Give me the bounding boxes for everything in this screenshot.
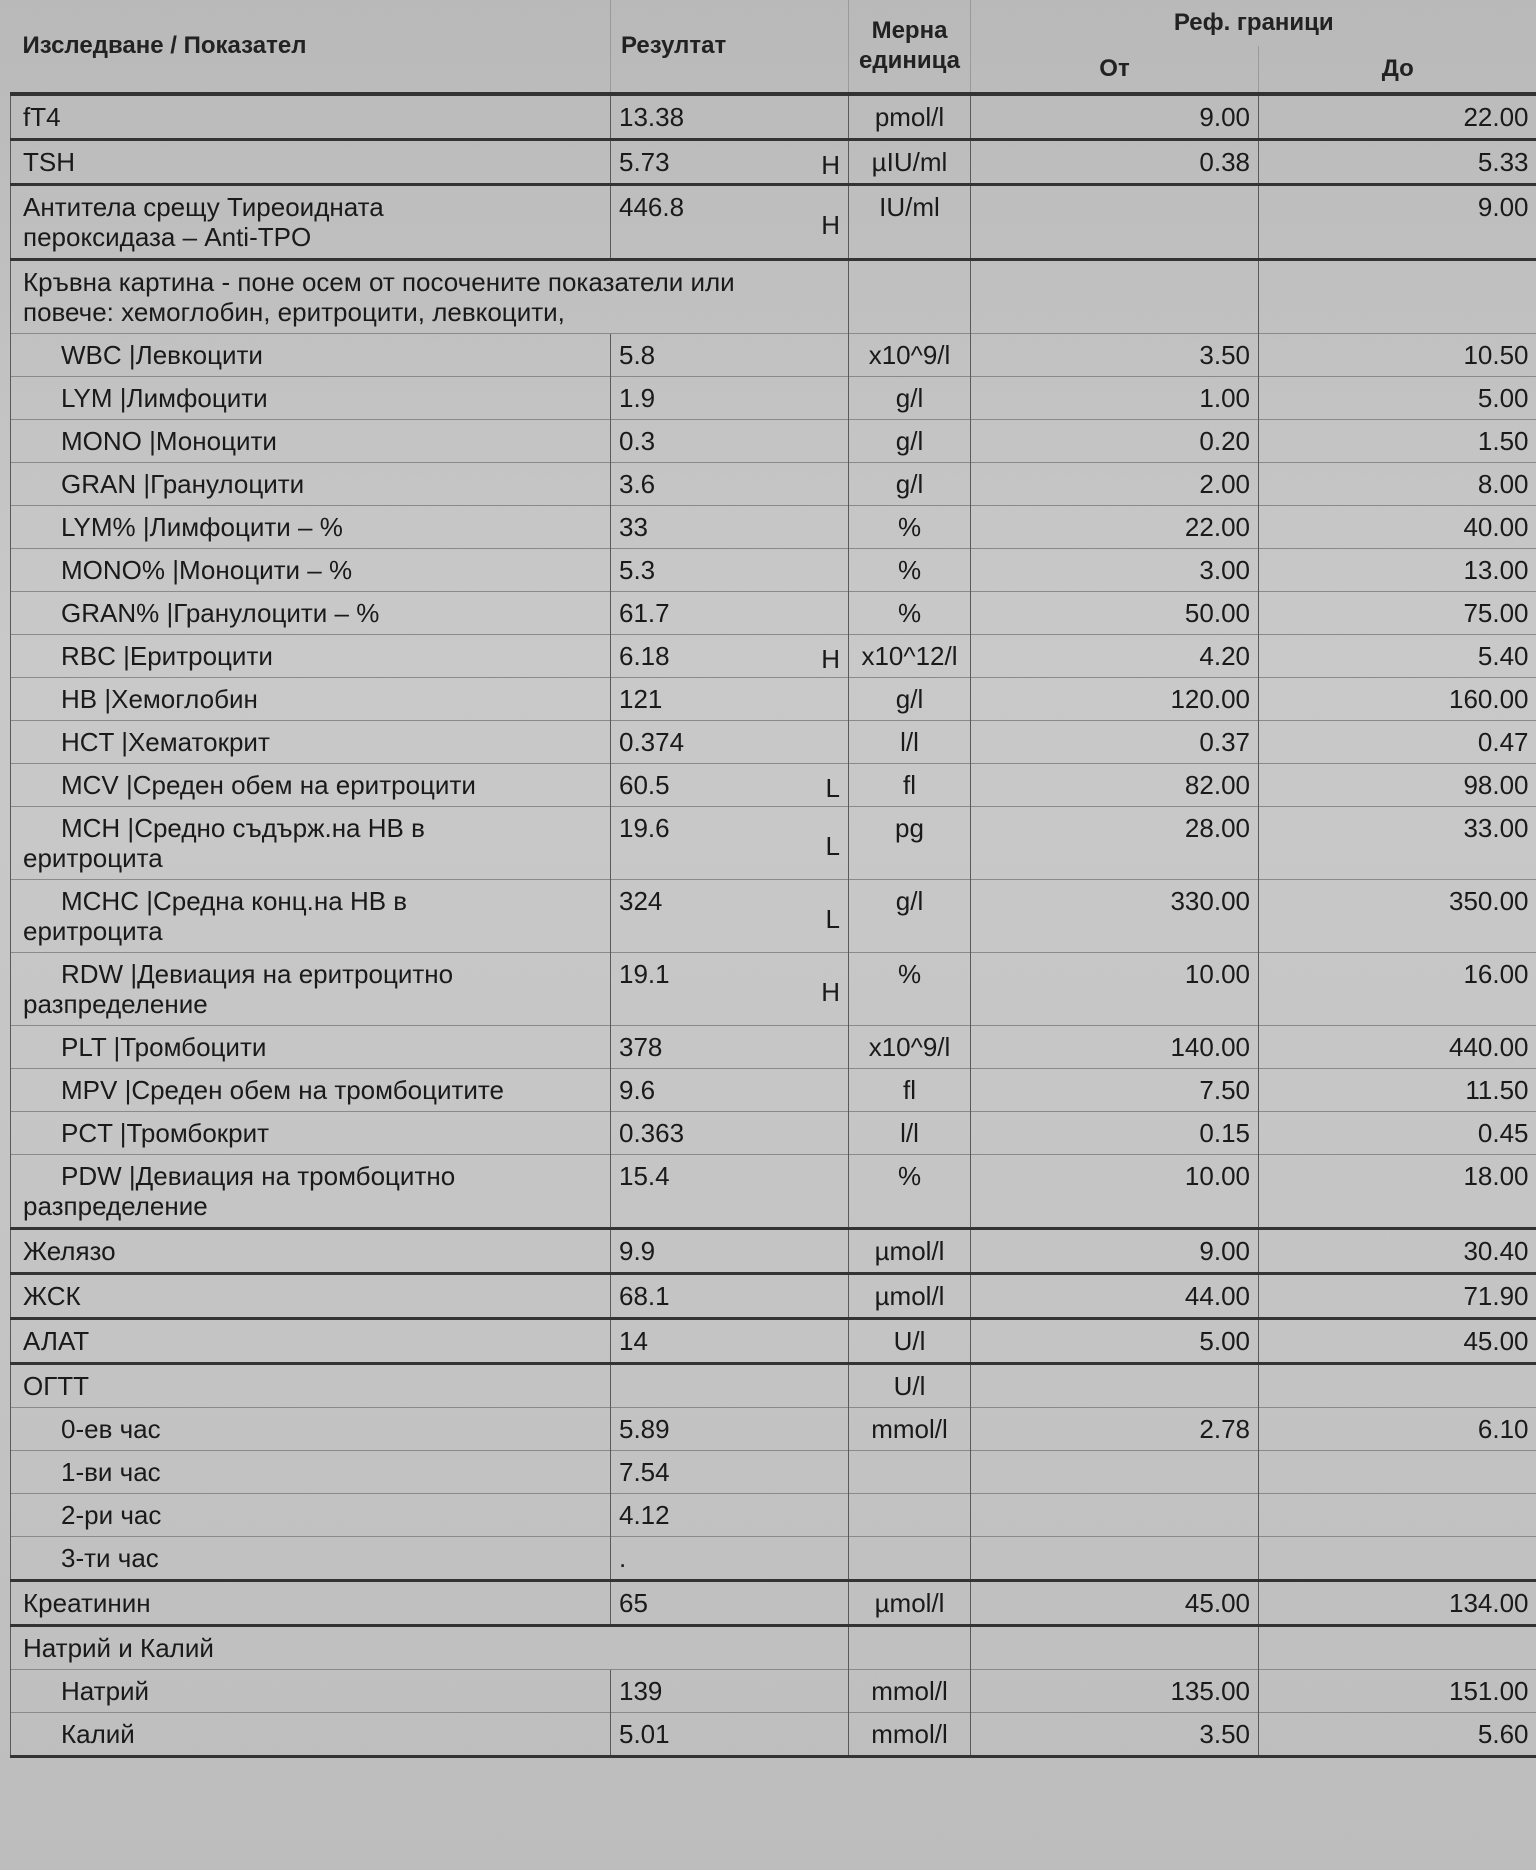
table-row bbox=[11, 1670, 1536, 1713]
table-row bbox=[11, 1112, 1536, 1155]
test-name-text: RDW |Девиация на еритроцитно разпределение bbox=[23, 959, 454, 1019]
header-from: От bbox=[971, 46, 1259, 94]
table-row bbox=[11, 635, 1536, 678]
test-name-text: Антитела срещу Тиреоидната пероксидаза – Anti-TPO bbox=[23, 192, 384, 252]
unit: x10^9/l bbox=[849, 1026, 971, 1069]
test-name-text: Калий bbox=[61, 1719, 135, 1749]
result-value: 378 bbox=[619, 1032, 663, 1062]
table-row bbox=[11, 1069, 1536, 1112]
ref-from bbox=[971, 185, 1259, 260]
unit: % bbox=[849, 953, 971, 1026]
ref-from: 1.00 bbox=[971, 377, 1259, 420]
test-name-text: GRAN |Гранулоцити bbox=[61, 469, 305, 499]
ref-from: 45.00 bbox=[971, 1581, 1259, 1626]
table-row bbox=[11, 1494, 1536, 1537]
ref-from: 4.20 bbox=[971, 635, 1259, 678]
table-row bbox=[11, 764, 1536, 807]
result-cell bbox=[611, 185, 849, 260]
table-row bbox=[11, 678, 1536, 721]
ref-from: 120.00 bbox=[971, 678, 1259, 721]
unit: IU/ml bbox=[849, 185, 971, 260]
unit: µmol/l bbox=[849, 1581, 971, 1626]
result-value: 4.12 bbox=[619, 1500, 670, 1530]
result-cell bbox=[611, 721, 849, 764]
table-row bbox=[11, 260, 1536, 334]
table-row bbox=[11, 1229, 1536, 1274]
result-value: 6.18 bbox=[619, 641, 670, 671]
table-row bbox=[11, 1319, 1536, 1364]
unit bbox=[849, 1494, 971, 1537]
ref-from bbox=[971, 1537, 1259, 1581]
result-cell bbox=[611, 1026, 849, 1069]
table-row bbox=[11, 721, 1536, 764]
ref-to: 5.40 bbox=[1259, 635, 1536, 678]
unit: µmol/l bbox=[849, 1229, 971, 1274]
unit: g/l bbox=[849, 377, 971, 420]
unit: l/l bbox=[849, 721, 971, 764]
test-name-text: RBC |Еритроцити bbox=[61, 641, 273, 671]
ref-from: 330.00 bbox=[971, 880, 1259, 953]
lab-results-table bbox=[10, 0, 1536, 1758]
ref-to: 30.40 bbox=[1259, 1229, 1536, 1274]
ref-from: 3.00 bbox=[971, 549, 1259, 592]
result-value: 324 bbox=[619, 886, 663, 916]
test-name-text: 3-ти час bbox=[61, 1543, 159, 1573]
table-row bbox=[11, 1451, 1536, 1494]
table-row bbox=[11, 1408, 1536, 1451]
ref-from: 9.00 bbox=[971, 94, 1259, 140]
table-row bbox=[11, 377, 1536, 420]
result-value: 121 bbox=[619, 684, 663, 714]
table-row bbox=[11, 1274, 1536, 1319]
table-row bbox=[11, 185, 1536, 260]
test-name-text: Желязо bbox=[23, 1236, 116, 1266]
test-name bbox=[11, 635, 611, 678]
unit: fl bbox=[849, 764, 971, 807]
test-name bbox=[11, 463, 611, 506]
unit bbox=[849, 1626, 971, 1670]
table-row bbox=[11, 1364, 1536, 1408]
test-name-text: HB |Хемоглобин bbox=[61, 684, 258, 714]
result-value: . bbox=[619, 1543, 627, 1573]
result-cell bbox=[611, 1274, 849, 1319]
test-name-text: TSH bbox=[23, 147, 75, 177]
result-cell bbox=[611, 506, 849, 549]
test-name bbox=[11, 549, 611, 592]
ref-to: 440.00 bbox=[1259, 1026, 1536, 1069]
result-cell bbox=[611, 880, 849, 953]
ref-from: 10.00 bbox=[971, 953, 1259, 1026]
unit: pmol/l bbox=[849, 94, 971, 140]
ref-to: 8.00 bbox=[1259, 463, 1536, 506]
test-name bbox=[11, 140, 611, 185]
result-cell bbox=[611, 377, 849, 420]
result-cell bbox=[611, 1229, 849, 1274]
test-name bbox=[11, 1155, 611, 1229]
unit: µIU/ml bbox=[849, 140, 971, 185]
test-name bbox=[11, 1274, 611, 1319]
test-name-text: 0-ев час bbox=[61, 1414, 161, 1444]
table-row bbox=[11, 1155, 1536, 1229]
test-name bbox=[11, 1581, 611, 1626]
result-cell bbox=[611, 463, 849, 506]
ref-to: 350.00 bbox=[1259, 880, 1536, 953]
result-cell bbox=[611, 1451, 849, 1494]
ref-to bbox=[1259, 1537, 1536, 1581]
test-name-text: MONO |Моноцити bbox=[61, 426, 277, 456]
unit: x10^12/l bbox=[849, 635, 971, 678]
result-flag: H bbox=[821, 210, 840, 240]
test-name bbox=[11, 1319, 611, 1364]
test-name-text: PDW |Девиация на тромбоцитно разпределение bbox=[23, 1161, 456, 1221]
test-name bbox=[11, 807, 611, 880]
ref-to: 0.47 bbox=[1259, 721, 1536, 764]
ref-to bbox=[1259, 1364, 1536, 1408]
result-flag: L bbox=[825, 904, 840, 934]
result-value: 9.9 bbox=[619, 1236, 656, 1266]
ref-to: 134.00 bbox=[1259, 1581, 1536, 1626]
result-value: 7.54 bbox=[619, 1457, 670, 1487]
result-cell bbox=[611, 764, 849, 807]
test-name-text: MPV |Среден обем на тромбоцитите bbox=[61, 1075, 505, 1105]
test-name-text: HCT |Хематокрит bbox=[61, 727, 270, 757]
ref-from: 22.00 bbox=[971, 506, 1259, 549]
unit: % bbox=[849, 506, 971, 549]
result-cell bbox=[611, 94, 849, 140]
test-name bbox=[11, 678, 611, 721]
header-name: Изследване / Показател bbox=[22, 32, 307, 59]
result-flag: H bbox=[821, 150, 840, 180]
result-cell bbox=[611, 1112, 849, 1155]
ref-from: 10.00 bbox=[971, 1155, 1259, 1229]
test-name-text: ЖСК bbox=[23, 1281, 81, 1311]
result-value: 19.6 bbox=[619, 813, 670, 843]
ref-to bbox=[1259, 1626, 1536, 1670]
test-name bbox=[11, 1537, 611, 1581]
test-name bbox=[11, 260, 849, 334]
ref-to: 22.00 bbox=[1259, 94, 1536, 140]
test-name-text: MONO% |Моноцити – % bbox=[61, 555, 353, 585]
result-cell bbox=[611, 635, 849, 678]
ref-from bbox=[971, 260, 1259, 334]
result-value: 139 bbox=[619, 1676, 663, 1706]
ref-to: 0.45 bbox=[1259, 1112, 1536, 1155]
result-value: 0.363 bbox=[619, 1118, 685, 1148]
test-name-text: АЛАТ bbox=[23, 1326, 90, 1356]
ref-from: 3.50 bbox=[971, 1713, 1259, 1757]
ref-to bbox=[1259, 1494, 1536, 1537]
test-name bbox=[11, 185, 611, 260]
test-name bbox=[11, 334, 611, 377]
test-name bbox=[11, 1494, 611, 1537]
test-name bbox=[11, 1626, 849, 1670]
unit: % bbox=[849, 1155, 971, 1229]
result-flag: L bbox=[825, 773, 840, 803]
ref-from: 140.00 bbox=[971, 1026, 1259, 1069]
lab-results-sheet bbox=[10, 0, 1536, 1758]
ref-from: 9.00 bbox=[971, 1229, 1259, 1274]
ref-to bbox=[1259, 1451, 1536, 1494]
result-value: 0.374 bbox=[619, 727, 685, 757]
test-name bbox=[11, 94, 611, 140]
result-value: 446.8 bbox=[619, 192, 685, 222]
unit: g/l bbox=[849, 463, 971, 506]
table-row bbox=[11, 807, 1536, 880]
test-name-text: LYM |Лимфоцити bbox=[61, 383, 268, 413]
result-cell bbox=[611, 1494, 849, 1537]
results-body bbox=[11, 94, 1536, 1757]
result-value: 60.5 bbox=[619, 770, 670, 800]
unit: mmol/l bbox=[849, 1670, 971, 1713]
ref-from: 2.78 bbox=[971, 1408, 1259, 1451]
ref-to: 160.00 bbox=[1259, 678, 1536, 721]
result-cell bbox=[611, 1364, 849, 1408]
ref-to: 5.00 bbox=[1259, 377, 1536, 420]
ref-from: 82.00 bbox=[971, 764, 1259, 807]
ref-to: 5.60 bbox=[1259, 1713, 1536, 1757]
test-name bbox=[11, 592, 611, 635]
table-row bbox=[11, 1581, 1536, 1626]
ref-to: 45.00 bbox=[1259, 1319, 1536, 1364]
unit bbox=[849, 260, 971, 334]
result-cell bbox=[611, 1408, 849, 1451]
result-cell bbox=[611, 1713, 849, 1757]
unit: g/l bbox=[849, 420, 971, 463]
result-cell bbox=[611, 549, 849, 592]
test-name-text: Натрий и Калий bbox=[23, 1633, 214, 1663]
test-name-text: fT4 bbox=[23, 102, 61, 132]
test-name-text: MCHC |Средна конц.на HB в еритроцита bbox=[23, 886, 408, 946]
result-value: 65 bbox=[619, 1588, 648, 1618]
table-row bbox=[11, 880, 1536, 953]
ref-from bbox=[971, 1364, 1259, 1408]
result-value: 14 bbox=[619, 1326, 648, 1356]
test-name bbox=[11, 1451, 611, 1494]
header-result: Резултат bbox=[611, 0, 849, 94]
result-value: 3.6 bbox=[619, 469, 656, 499]
result-value: 5.8 bbox=[619, 340, 656, 370]
ref-from: 0.38 bbox=[971, 140, 1259, 185]
unit bbox=[849, 1451, 971, 1494]
test-name bbox=[11, 1408, 611, 1451]
test-name bbox=[11, 506, 611, 549]
ref-to: 75.00 bbox=[1259, 592, 1536, 635]
test-name bbox=[11, 1229, 611, 1274]
result-cell bbox=[611, 1319, 849, 1364]
test-name-text: MCH |Средно съдърж.на HB в еритроцита bbox=[23, 813, 425, 873]
result-value: 15.4 bbox=[619, 1161, 670, 1191]
test-name-text: Кръвна картина - поне осем от посочените показатели или повече: хемоглобин, еритроцити, левкоцити, bbox=[23, 267, 735, 327]
result-cell bbox=[611, 592, 849, 635]
ref-to: 1.50 bbox=[1259, 420, 1536, 463]
unit: pg bbox=[849, 807, 971, 880]
table-row bbox=[11, 1713, 1536, 1757]
test-name bbox=[11, 764, 611, 807]
test-name bbox=[11, 420, 611, 463]
result-cell bbox=[611, 1155, 849, 1229]
ref-from bbox=[971, 1494, 1259, 1537]
table-row bbox=[11, 506, 1536, 549]
unit: g/l bbox=[849, 880, 971, 953]
result-value: 5.3 bbox=[619, 555, 656, 585]
result-cell bbox=[611, 1537, 849, 1581]
result-value: 1.9 bbox=[619, 383, 656, 413]
unit: l/l bbox=[849, 1112, 971, 1155]
ref-to: 18.00 bbox=[1259, 1155, 1536, 1229]
ref-from: 0.37 bbox=[971, 721, 1259, 764]
test-name-text: PLT |Тромбоцити bbox=[61, 1032, 267, 1062]
table-row bbox=[11, 1537, 1536, 1581]
unit: g/l bbox=[849, 678, 971, 721]
ref-to: 10.50 bbox=[1259, 334, 1536, 377]
test-name bbox=[11, 1069, 611, 1112]
test-name bbox=[11, 721, 611, 764]
result-flag: L bbox=[825, 831, 840, 861]
table-row bbox=[11, 334, 1536, 377]
result-cell bbox=[611, 807, 849, 880]
unit: mmol/l bbox=[849, 1408, 971, 1451]
test-name-text: ОГТТ bbox=[23, 1371, 90, 1401]
result-cell bbox=[611, 420, 849, 463]
ref-to: 16.00 bbox=[1259, 953, 1536, 1026]
table-row bbox=[11, 549, 1536, 592]
result-value: 5.89 bbox=[619, 1414, 670, 1444]
table-row bbox=[11, 1026, 1536, 1069]
result-cell bbox=[611, 953, 849, 1026]
ref-from bbox=[971, 1451, 1259, 1494]
unit: U/l bbox=[849, 1364, 971, 1408]
test-name-text: 2-ри час bbox=[61, 1500, 162, 1530]
unit: fl bbox=[849, 1069, 971, 1112]
result-value: 68.1 bbox=[619, 1281, 670, 1311]
ref-from: 0.20 bbox=[971, 420, 1259, 463]
ref-to: 5.33 bbox=[1259, 140, 1536, 185]
unit: mmol/l bbox=[849, 1713, 971, 1757]
table-row bbox=[11, 140, 1536, 185]
result-cell bbox=[611, 678, 849, 721]
test-name-text: Натрий bbox=[61, 1676, 150, 1706]
ref-from bbox=[971, 1626, 1259, 1670]
test-name bbox=[11, 377, 611, 420]
test-name bbox=[11, 953, 611, 1026]
header-to: До bbox=[1259, 46, 1536, 94]
ref-from: 135.00 bbox=[971, 1670, 1259, 1713]
ref-to: 6.10 bbox=[1259, 1408, 1536, 1451]
ref-from: 44.00 bbox=[971, 1274, 1259, 1319]
test-name-text: MCV |Среден обем на еритроцити bbox=[61, 770, 476, 800]
header-ref-ranges: Реф. граници bbox=[971, 0, 1536, 46]
result-value: 19.1 bbox=[619, 959, 670, 989]
test-name-text: PCT |Тромбокрит bbox=[61, 1118, 270, 1148]
unit: % bbox=[849, 549, 971, 592]
test-name bbox=[11, 1112, 611, 1155]
ref-to bbox=[1259, 260, 1536, 334]
result-flag: H bbox=[821, 644, 840, 674]
result-cell bbox=[611, 140, 849, 185]
unit bbox=[849, 1537, 971, 1581]
result-cell bbox=[611, 1581, 849, 1626]
test-name-text: WBC |Левкоцити bbox=[61, 340, 263, 370]
ref-from: 0.15 bbox=[971, 1112, 1259, 1155]
test-name bbox=[11, 880, 611, 953]
result-cell bbox=[611, 334, 849, 377]
ref-from: 3.50 bbox=[971, 334, 1259, 377]
ref-to: 98.00 bbox=[1259, 764, 1536, 807]
ref-to: 33.00 bbox=[1259, 807, 1536, 880]
result-value: 33 bbox=[619, 512, 648, 542]
result-value: 9.6 bbox=[619, 1075, 656, 1105]
unit: x10^9/l bbox=[849, 334, 971, 377]
table-row bbox=[11, 953, 1536, 1026]
ref-to: 9.00 bbox=[1259, 185, 1536, 260]
test-name bbox=[11, 1026, 611, 1069]
unit: % bbox=[849, 592, 971, 635]
unit: µmol/l bbox=[849, 1274, 971, 1319]
table-row bbox=[11, 1626, 1536, 1670]
ref-to: 40.00 bbox=[1259, 506, 1536, 549]
ref-to: 71.90 bbox=[1259, 1274, 1536, 1319]
result-flag: H bbox=[821, 977, 840, 1007]
result-value: 0.3 bbox=[619, 426, 656, 456]
ref-from: 7.50 bbox=[971, 1069, 1259, 1112]
table-row bbox=[11, 94, 1536, 140]
result-value: 61.7 bbox=[619, 598, 670, 628]
result-value: 13.38 bbox=[619, 102, 685, 132]
header-unit: Мерна единица bbox=[849, 0, 971, 94]
table-row bbox=[11, 420, 1536, 463]
ref-from: 50.00 bbox=[971, 592, 1259, 635]
test-name bbox=[11, 1364, 611, 1408]
ref-to: 13.00 bbox=[1259, 549, 1536, 592]
test-name bbox=[11, 1670, 611, 1713]
test-name-text: LYM% |Лимфоцити – % bbox=[61, 512, 343, 542]
result-cell bbox=[611, 1069, 849, 1112]
test-name-text: GRAN% |Гранулоцити – % bbox=[61, 598, 380, 628]
unit: U/l bbox=[849, 1319, 971, 1364]
result-cell bbox=[611, 1670, 849, 1713]
test-name bbox=[11, 1713, 611, 1757]
ref-to: 151.00 bbox=[1259, 1670, 1536, 1713]
result-value: 5.73 bbox=[619, 147, 670, 177]
result-value: 5.01 bbox=[619, 1719, 670, 1749]
test-name-text: Креатинин bbox=[23, 1588, 151, 1618]
ref-from: 28.00 bbox=[971, 807, 1259, 880]
ref-from: 2.00 bbox=[971, 463, 1259, 506]
test-name-text: 1-ви час bbox=[61, 1457, 161, 1487]
ref-to: 11.50 bbox=[1259, 1069, 1536, 1112]
ref-from: 5.00 bbox=[971, 1319, 1259, 1364]
table-row bbox=[11, 463, 1536, 506]
table-row bbox=[11, 592, 1536, 635]
